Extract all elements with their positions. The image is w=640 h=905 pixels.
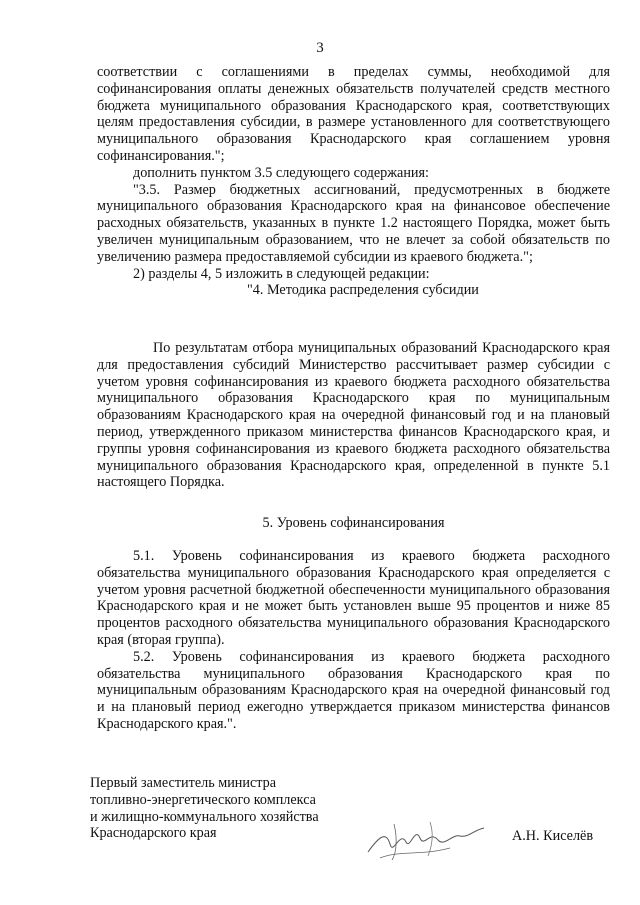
paragraph: По результатам отбора муниципальных образований Краснодарского края для предоставления субсидий Министерство рассчитывает размер субсидии с учетом уровня софинансирования из краевого бюджета расходного обязательства муниципального образования Краснодарского края по муниципальным образованиям Краснодарского края на очередной финансовый год и на плановый период, утвержденного приказом министерства финансов Краснодарского края, и группы уровня софинансирования из краевого бюджета расходного обязательства муниципального образования Краснодарского края, определенной в пункте 5.1 настоящего Порядка. — [97, 340, 610, 491]
signatory-position — [90, 775, 319, 842]
paragraph: "4. Методика распределения субсидии — [247, 282, 479, 299]
paragraph: 5.2. Уровень софинансирования из краевого бюджета расходного обязательства муниципального образования Краснодарского края по муниципальным образованиям Краснодарского края на очередной финансовый год и на плановый период ежегодно утверждается приказом министерства финансов Краснодарского края.". — [97, 648, 610, 732]
text-block-cofinancing — [97, 548, 610, 733]
signatory-name: А.Н. Киселёв — [512, 828, 594, 844]
handwritten-signature — [360, 800, 490, 870]
paragraph: 5.1. Уровень софинансирования из краевого бюджета расходного обязательства муниципального образования Краснодарского края определяется с учетом уровня расчетной бюджетной обеспеченности муниципального образования Краснодарского края и не может быть установлен выше 95 процентов и ниже 85 процентов расходного обязательства муниципального образования Краснодарского края (вторая группа). — [97, 548, 610, 648]
signatory-line: Краснодарского края — [90, 825, 217, 842]
signatory-line: топливно-энергетического комплекса — [90, 791, 316, 808]
signatory-line: Первый заместитель министра — [90, 775, 277, 791]
page-number: 3 — [316, 40, 324, 56]
paragraph: дополнить пунктом 3.5 следующего содержания: — [133, 164, 429, 181]
paragraph: 2) разделы 4, 5 изложить в следующей редакции: — [133, 265, 430, 282]
signatory-line: и жилищно-коммунального хозяйства — [90, 808, 319, 825]
text-block-methodology — [97, 340, 610, 491]
paragraph: соответствии с соглашениями в пределах суммы, необходимой для софинансирования оплаты денежных обязательств получателей средств местного бюджета муниципального образования Краснодарского края, соответствующих целям предоставления субсидии, в размере установленного для соответствующего муниципального образования Краснодарского края соглашением уровня софинансирования."; — [97, 64, 610, 164]
paragraph: "3.5. Размер бюджетных ассигнований, предусмотренных в бюджете муниципального образования Краснодарского края на финансовое обеспечение расходных обязательств, указанных в пункте 1.2 настоящего Порядка, может быть увеличен муниципальным образованием, что не влечет за собой обязательств по увеличению размера предоставляемой субсидии из краевого бюджета."; — [97, 181, 610, 265]
text-block-top — [97, 64, 610, 299]
section-5-title: 5. Уровень софинансирования — [262, 515, 445, 531]
